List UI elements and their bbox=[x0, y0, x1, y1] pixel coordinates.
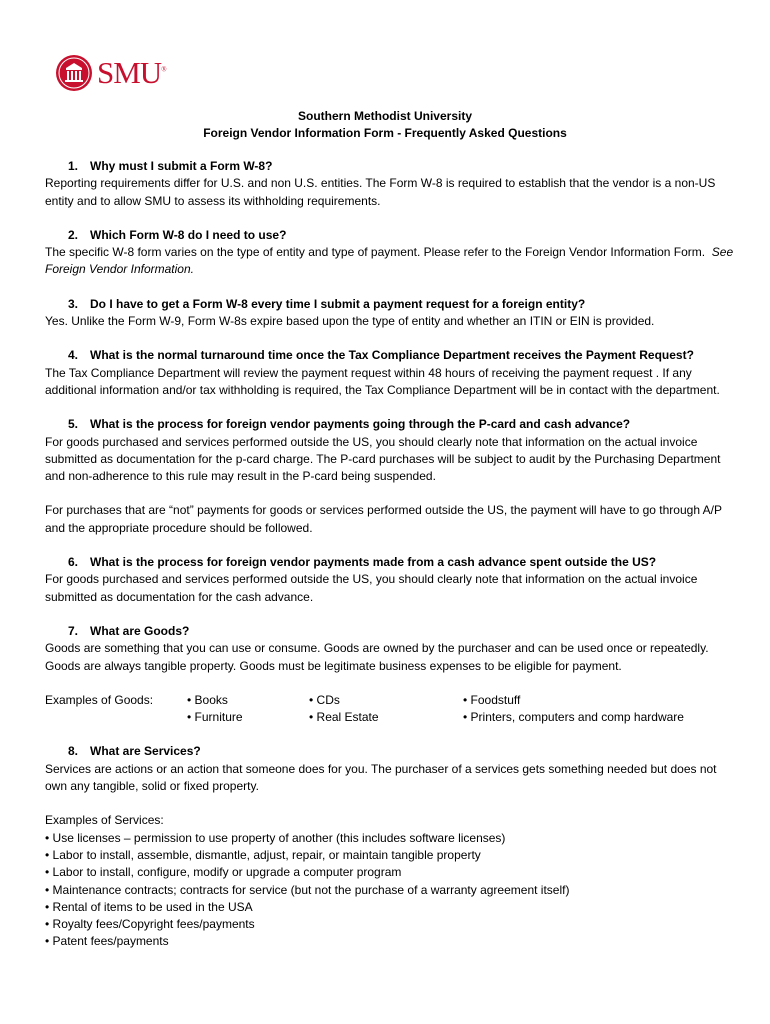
list-item: • Real Estate bbox=[309, 710, 379, 725]
list-item: • Furniture bbox=[187, 710, 243, 725]
list-item: • CDs bbox=[309, 692, 340, 707]
answer-5: For goods purchased and services performed outside the US, you should clearly note that information on the actual invoice submitted as documentation for the p-card charge. The P-card purchases will be subject to audit by the Purchasing Department and non-adherence to this rule may result in the P-card being suspended. bbox=[45, 434, 721, 484]
question-1: 1. Why must I submit a Form W-8? bbox=[68, 159, 273, 173]
question-3: 3. Do I have to get a Form W-8 every time I submit a payment request for a foreign entity? bbox=[68, 296, 586, 311]
list-item: • Labor to install, configure, modify or upgrade a computer program bbox=[45, 864, 735, 881]
logo-wordmark: SMU® bbox=[97, 55, 167, 90]
answer-5-part-2: For purchases that are “not” payments for goods or services performed outside the US, the payment will have to go through A/P and the appropriate procedure should be followed. bbox=[45, 503, 722, 535]
list-item: • Rental of items to be used in the USA bbox=[45, 899, 735, 916]
answer-8: Services are actions or an action that someone does for you. The purchaser of a services gets something needed but does not own any tangible, solid or fixed property. bbox=[45, 761, 717, 794]
faq-content bbox=[45, 158, 735, 951]
document-header bbox=[0, 108, 770, 142]
services-list bbox=[45, 830, 735, 951]
header-title: Foreign Vendor Information Form - Frequently Asked Questions bbox=[203, 126, 567, 140]
question-8: 8. What are Services? bbox=[68, 744, 201, 759]
list-item: • Patent fees/payments bbox=[45, 933, 735, 950]
question-4: 4. What is the normal turnaround time once the Tax Compliance Department receives the Payment Request? bbox=[68, 348, 694, 363]
question-2: 2. Which Form W-8 do I need to use? bbox=[68, 227, 287, 242]
see-foreign-vendor-info: See Foreign Vendor Information. bbox=[45, 245, 734, 277]
list-item: • Labor to install, assemble, dismantle, adjust, repair, or maintain tangible property bbox=[45, 847, 735, 864]
answer-2: The specific W-8 form varies on the type of entity and type of payment. Please refer to the Foreign Vendor Information Form. See Foreign Vendor Information. bbox=[45, 245, 734, 277]
answer-4: The Tax Compliance Department will review the payment request within 48 hours of receiving the payment request . If any additional information and/or tax withholding is required, the Tax Compliance Department will be in contact with the department. bbox=[45, 365, 720, 397]
answer-6: For goods purchased and services performed outside the US, you should clearly note that information on the actual invoice submitted as documentation for the cash advance. bbox=[45, 572, 698, 604]
goods-col-1 bbox=[187, 692, 309, 727]
question-7: 7. What are Goods? bbox=[68, 623, 190, 638]
goods-col-2 bbox=[309, 692, 463, 727]
header-university: Southern Methodist University bbox=[297, 109, 473, 123]
answer-7: Goods are something that you can use or consume. Goods are owned by the purchaser and can be used once or repeatedly. Goods are always tangible property. Goods must be legitimate business expenses to be eligible for payment. bbox=[45, 641, 709, 673]
list-item: • Printers, computers and comp hardware bbox=[463, 710, 684, 725]
list-item: • Royalty fees/Copyright fees/payments bbox=[45, 916, 735, 933]
question-6: 6. What is the process for foreign vendor payments made from a cash advance spent outside the US? bbox=[68, 555, 657, 570]
list-item: • Use licenses – permission to use property of another (this includes software licenses) bbox=[45, 830, 735, 847]
smu-logo bbox=[55, 54, 167, 92]
answer-1: Reporting requirements differ for U.S. and non U.S. entities. The Form W-8 is required to establish that the vendor is a non-US entity and to allow SMU to assess its withholding requirements. bbox=[45, 176, 716, 208]
goods-examples bbox=[45, 692, 735, 727]
smu-seal-icon bbox=[55, 54, 93, 92]
question-5: 5. What is the process for foreign vendor payments going through the P-card and cash advance? bbox=[68, 417, 631, 432]
goods-col-3 bbox=[463, 692, 735, 727]
answer-3: Yes. Unlike the Form W-9, Form W-8s expire based upon the type of entity and whether an ITIN or EIN is provided. bbox=[45, 314, 655, 329]
list-item: • Maintenance contracts; contracts for service (but not the purchase of a warranty agreement itself) bbox=[45, 882, 735, 899]
goods-label: Examples of Goods: bbox=[45, 692, 154, 707]
services-label: Examples of Services: bbox=[45, 813, 164, 828]
list-item: • Foodstuff bbox=[463, 692, 521, 707]
list-item: • Books bbox=[187, 692, 228, 707]
